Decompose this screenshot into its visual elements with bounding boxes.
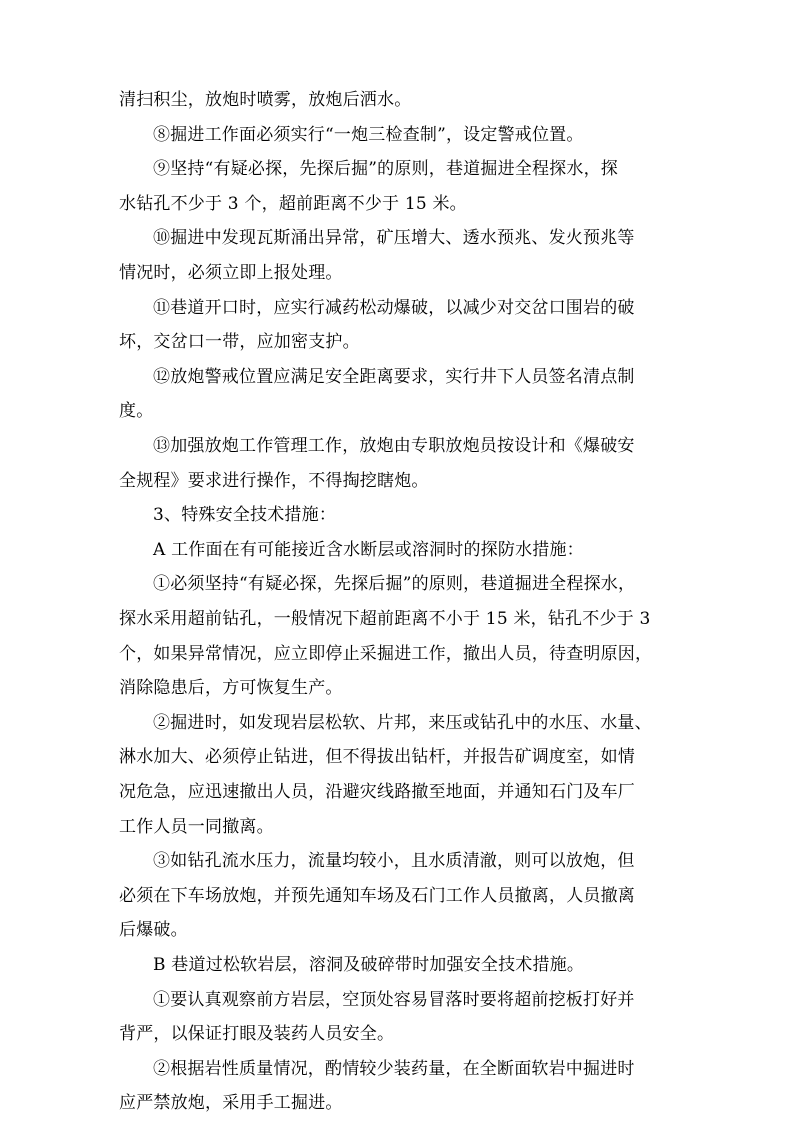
text-line: 探水采用超前钻孔，一般情况下超前距离不小于 15 米，钻孔不少于 3 <box>119 609 651 629</box>
text-line: ⑫放炮警戒位置应满足安全距离要求，实行井下人员签名清点制 <box>153 367 635 387</box>
text-line: ①必须坚持“有疑必探，先探后掘”的原则，巷道掘进全程探水， <box>153 574 636 594</box>
text-line: 工作人员一同撤离。 <box>119 817 274 837</box>
text-line: 情况时，必须立即上报处理。 <box>119 263 343 283</box>
text-line: ⑧掘进工作面必须实行“一炮三检查制”，设定警戒位置。 <box>153 125 584 145</box>
text-line: 度。 <box>119 401 154 421</box>
text-line: 3、特殊安全技术措施： <box>153 505 337 525</box>
text-line: ③如钻孔流水压力，流量均较小，且水质清澈，则可以放炮，但 <box>153 851 635 871</box>
text-line: 后爆破。 <box>119 920 188 940</box>
text-line: ②根据岩性质量情况，酌情较少装药量，在全断面软岩中掘进时 <box>153 1059 635 1079</box>
text-line: 全规程》要求进行操作，不得掏挖瞎炮。 <box>119 471 429 491</box>
text-line: 淋水加大、必须停止钻进，但不得拔出钻杆，并报告矿调度室，如情 <box>119 747 635 767</box>
text-line: 消除隐患后，方可恢复生产。 <box>119 678 343 698</box>
text-line: B 巷道过松软岩层，溶洞及破碎带时加强安全技术措施。 <box>153 955 585 975</box>
text-line: 清扫积尘，放炮时喷雾，放炮后洒水。 <box>119 90 412 110</box>
text-line: ⑪巷道开口时，应实行减药松动爆破，以减少对交岔口围岩的破 <box>153 298 635 318</box>
text-line: ⑩掘进中发现瓦斯涌出异常，矿压增大、透水预兆、发火预兆等 <box>153 228 635 248</box>
text-line: ⑨坚持“有疑必探，先探后掘”的原则，巷道掘进全程探水，探 <box>153 159 618 179</box>
text-line: 必须在下车场放炮，并预先通知车场及石门工作人员撤离，人员撤离 <box>119 886 635 906</box>
text-line: 坏，交岔口一带，应加密支护。 <box>119 332 360 352</box>
text-line: 背严，以保证打眼及装药人员安全。 <box>119 1024 395 1044</box>
text-line: A 工作面在有可能接近含水断层或溶洞时的探防水措施： <box>153 540 584 560</box>
text-line: 应严禁放炮，采用手工掘进。 <box>119 1093 343 1113</box>
text-line: 个，如果异常情况，应立即停止采掘进工作，撤出人员，待查明原因， <box>119 644 653 664</box>
text-line: 水钻孔不少于 3 个，超前距离不少于 15 米。 <box>119 194 467 214</box>
text-line: 况危急，应迅速撤出人员，沿避灾线路撤至地面，并通知石门及车厂 <box>119 782 635 802</box>
text-line: ⑬加强放炮工作管理工作，放炮由专职放炮员按设计和《爆破安 <box>153 436 635 456</box>
text-line: ①要认真观察前方岩层，空顶处容易冒落时要将超前挖板打好并 <box>153 990 635 1010</box>
text-line: ②掘进时，如发现岩层松软、片邦，来压或钻孔中的水压、水量、 <box>153 713 652 733</box>
